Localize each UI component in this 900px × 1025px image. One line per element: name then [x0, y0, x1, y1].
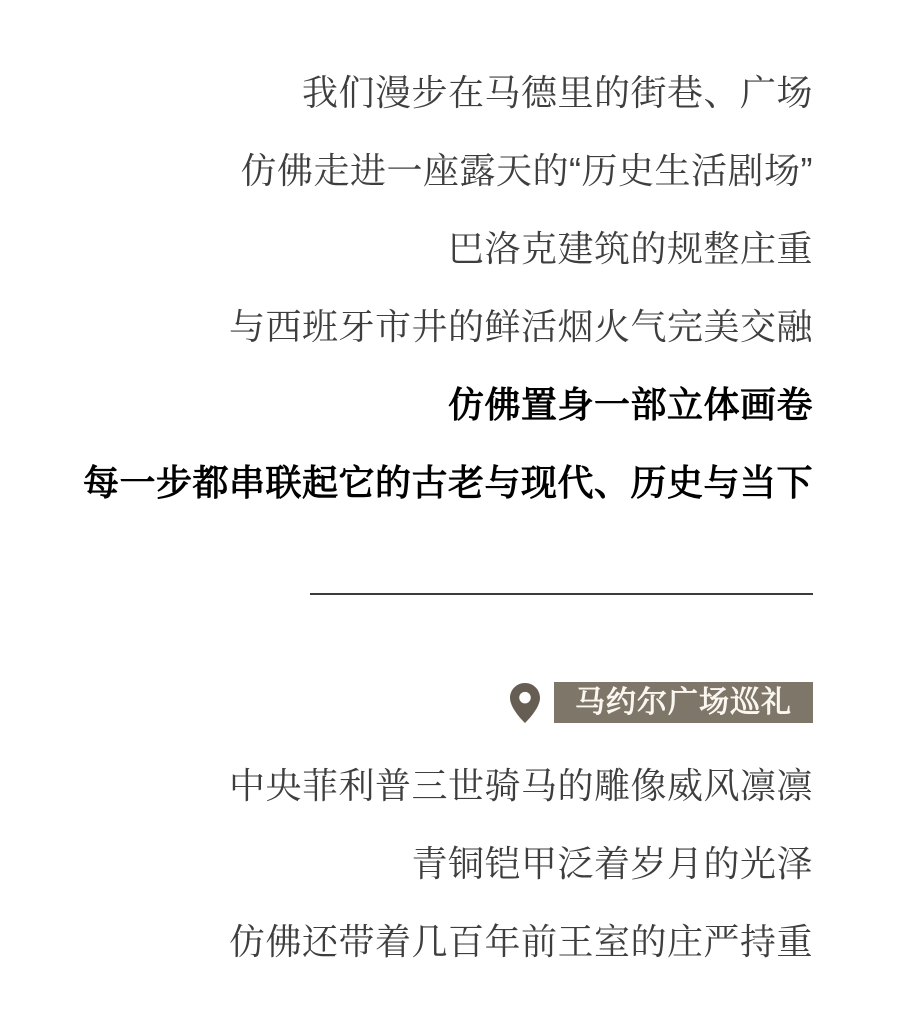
body-section — [0, 747, 900, 981]
intro-section — [0, 54, 900, 522]
body-line: 仿佛还带着几百年前王室的庄严持重 — [228, 921, 813, 962]
intro-line: 仿佛走进一座露天的“历史生活剧场” — [240, 150, 813, 191]
body-line: 青铜铠甲泛着岁月的光泽 — [411, 843, 813, 884]
section-divider — [310, 593, 813, 595]
intro-line: 与西班牙市井的鲜活烟火气完美交融 — [228, 306, 813, 347]
body-line: 中央菲利普三世骑马的雕像威风凛凛 — [228, 765, 813, 806]
location-pin-icon — [510, 683, 540, 723]
intro-line-emphasis: 每一步都串联起它的古老与现代、历史与当下 — [82, 462, 813, 503]
section-title-badge: 马约尔广场巡礼 — [554, 682, 813, 723]
section-header — [0, 682, 900, 723]
intro-line: 我们漫步在马德里的街巷、广场 — [301, 72, 813, 113]
intro-line: 巴洛克建筑的规整庄重 — [447, 228, 813, 269]
intro-line-emphasis: 仿佛置身一部立体画卷 — [447, 384, 813, 425]
